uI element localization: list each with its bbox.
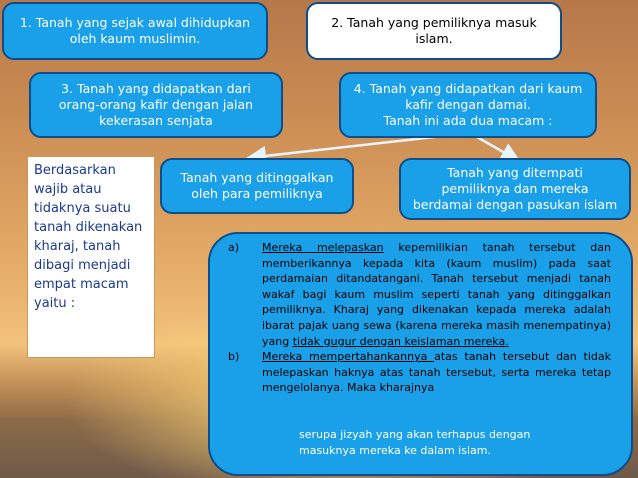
item-b-underlined-start: Mereka mempertahankannya	[262, 350, 435, 364]
box-3-line-1: 3. Tanah yang didapatkan dari	[61, 81, 251, 96]
box-land-occupied	[399, 158, 631, 220]
intro-text-box	[27, 156, 155, 358]
item-a-body: kepemilikian tanah tersebut dan memberikannya kepada kita (kaum muslim) pada saat perdamaian ditandatangani. Tanah tersebut menjadi tanah wakaf bagi kaum muslim seperti tanah yang ditinggalkan pemiliknya. Kharaj yang dikenakan kepada mereka adalah ibarat pajak uang sewa (karena mereka masih menempatinya) yang	[262, 241, 611, 348]
box-category-3	[29, 72, 283, 138]
item-b-marker: b)	[228, 350, 240, 364]
item-a-marker: a)	[228, 241, 240, 254]
box-2-line-1: 2. Tanah yang pemiliknya masuk	[331, 15, 537, 30]
item-b-body: atas tanah tersebut dan tidak melepaskan haknya atas tanah tersebut, serta mereka tetap mengelolanya. Maka kharajnya	[262, 350, 611, 395]
box-4-line-1: 4. Tanah yang didapatkan dari kaum	[353, 81, 583, 96]
box-1-line-1: 1. Tanah yang sejak awal dihidupkan	[19, 15, 251, 30]
box-land-abandoned	[160, 158, 354, 214]
intro-line: kharaj, tanah	[34, 239, 121, 254]
box-category-4	[339, 72, 597, 138]
box-category-2	[306, 2, 562, 60]
continuation-line-1: serupa jizyah yang akan terhapus dengan	[299, 428, 531, 441]
abandoned-line-1: Tanah yang ditinggalkan	[180, 170, 334, 185]
occupied-line-2: pemiliknya dan mereka	[441, 181, 589, 196]
intro-line: Berdasarkan	[34, 163, 116, 178]
intro-line: tidaknya suatu	[34, 201, 131, 216]
detail-item-b	[228, 349, 611, 396]
intro-line: empat macam	[34, 277, 129, 292]
continuation-line-2: masuknya mereka ke dalam islam.	[299, 443, 491, 457]
box-4-line-2: kafir dengan damai.	[405, 97, 531, 112]
occupied-line-1: Tanah yang ditempati	[447, 165, 583, 180]
intro-line: wajib atau	[34, 182, 102, 197]
detail-item-a	[228, 240, 611, 349]
box-3-line-3: kekerasan senjata	[99, 113, 213, 128]
box-category-1	[2, 2, 268, 60]
item-a-underlined-start: Mereka melepaskan	[262, 241, 384, 254]
item-a-underlined-end: tidak gugur dengan keislaman mereka.	[292, 334, 509, 348]
box-4-line-3: Tanah ini ada dua macam :	[383, 113, 553, 128]
occupied-line-3: berdamai dengan pasukan islam	[412, 197, 618, 212]
abandoned-line-2: oleh para pemiliknya	[191, 186, 323, 201]
box-1-line-2: oleh kaum muslimin.	[69, 31, 201, 46]
intro-line: dibagi menjadi	[34, 258, 131, 273]
box-3-line-2: orang-orang kafir dengan jalan	[58, 97, 254, 112]
detail-continuation	[299, 427, 589, 458]
intro-line: tanah dikenakan	[34, 220, 143, 235]
intro-line: yaitu :	[34, 296, 76, 311]
box-2-line-2: islam.	[415, 31, 453, 46]
